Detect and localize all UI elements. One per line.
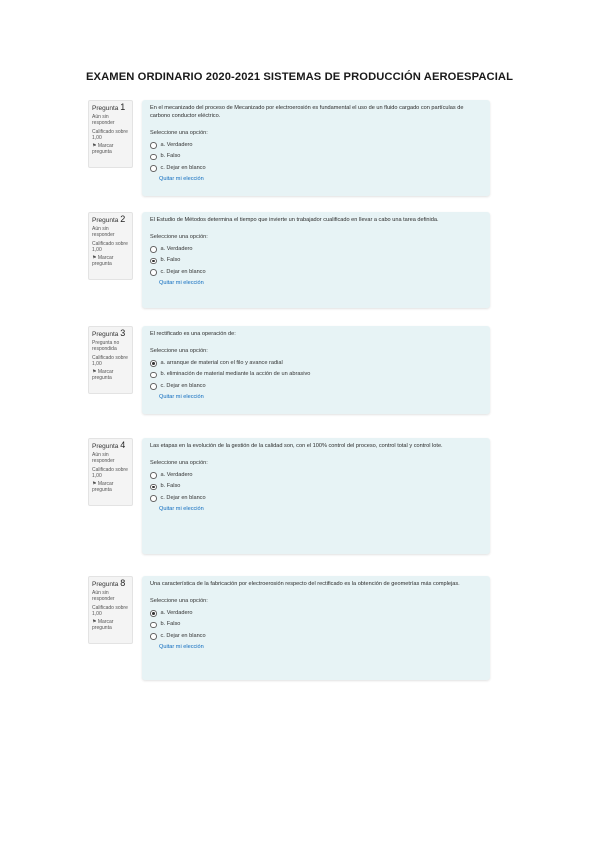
flag-icon: ⚑ xyxy=(92,255,98,262)
option-label: c. Dejar en blanco xyxy=(160,632,206,639)
question-text: En el mecanizado del proceso de Mecanizado por electroerosión es fundamental el uso de un fluido cargado con partículas de carbono conductor eléctrico. xyxy=(150,105,464,119)
answer-option[interactable] xyxy=(150,619,482,631)
question-content xyxy=(142,438,490,554)
option-label: b. eliminación de material mediante la acción de un abrasivo xyxy=(160,371,311,378)
answer-option[interactable] xyxy=(150,381,482,393)
question-text: Una característica de la fabricación por electroerosión respecto del rectificado es la obtención de geometrías más complejas. xyxy=(150,581,460,587)
radio-button[interactable] xyxy=(150,269,157,276)
answer-option[interactable] xyxy=(150,470,482,482)
radio-button[interactable] xyxy=(150,383,157,390)
question-index: 3 xyxy=(120,328,126,338)
option-label: a. Verdadero xyxy=(160,245,193,252)
clear-choice-link[interactable]: Quitar mi elección xyxy=(159,644,204,651)
option-label: a. Verdadero xyxy=(160,471,193,478)
question-number xyxy=(92,330,129,338)
option-label: b. Falso xyxy=(160,483,181,490)
radio-button[interactable] xyxy=(150,472,157,479)
clear-choice-link[interactable]: Quitar mi elección xyxy=(159,280,204,287)
option-label: b. Falso xyxy=(160,257,181,264)
answer-option[interactable] xyxy=(150,631,482,643)
answer-option[interactable] xyxy=(150,255,482,267)
question-grade: Calificado sobre 1,00 xyxy=(92,604,128,617)
option-label: c. Dejar en blanco xyxy=(160,268,206,275)
radio-button[interactable] xyxy=(150,165,157,172)
clear-choice-link[interactable]: Quitar mi elección xyxy=(159,394,204,401)
question-status: Aún sin responder xyxy=(92,226,115,239)
flag-question-link[interactable] xyxy=(92,369,129,381)
question-label: Pregunta xyxy=(92,331,119,338)
radio-button[interactable] xyxy=(150,154,157,161)
document-title: EXAMEN ORDINARIO 2020-2021 SISTEMAS DE PRODUCCIÓN AEROESPACIAL xyxy=(85,71,514,83)
flag-label: Marcar pregunta xyxy=(92,481,114,494)
question-info-panel xyxy=(88,438,133,506)
radio-button[interactable] xyxy=(150,258,157,265)
question-text: El rectificado es una operación de: xyxy=(150,331,236,337)
question-status: Aún sin responder xyxy=(92,114,115,127)
answer-option[interactable] xyxy=(150,608,482,620)
option-label: a. arranque de material con el filo y avance radial xyxy=(160,359,283,366)
question-text: Las etapas en la evolución de la gestión de la calidad son, con el 100% control del proceso, control total y control lote. xyxy=(150,443,443,449)
question-label: Pregunta xyxy=(92,581,119,588)
flag-label: Marcar pregunta xyxy=(92,143,114,156)
radio-button[interactable] xyxy=(150,372,157,379)
option-label: a. Verdadero xyxy=(160,609,193,616)
answer-prompt: Seleccione una opción: xyxy=(150,459,208,466)
answer-option[interactable] xyxy=(150,493,482,505)
radio-button[interactable] xyxy=(150,142,157,149)
flag-icon: ⚑ xyxy=(92,619,98,626)
flag-label: Marcar pregunta xyxy=(92,369,114,382)
answer-option[interactable] xyxy=(150,151,482,163)
question-number xyxy=(92,580,129,588)
flag-question-link[interactable] xyxy=(92,143,129,155)
question-grade: Calificado sobre 1,00 xyxy=(92,240,128,253)
option-label: c. Dejar en blanco xyxy=(160,164,206,171)
radio-button[interactable] xyxy=(150,495,157,502)
flag-icon: ⚑ xyxy=(92,143,98,150)
answer-prompt: Seleccione una opción: xyxy=(150,597,208,604)
radio-button[interactable] xyxy=(150,246,157,253)
clear-choice-link[interactable]: Quitar mi elección xyxy=(159,506,204,513)
radio-button[interactable] xyxy=(150,360,157,367)
question-status: Aún sin responder xyxy=(92,452,115,465)
question-grade: Calificado sobre 1,00 xyxy=(92,466,128,479)
question-grade: Calificado sobre 1,00 xyxy=(92,128,128,141)
flag-icon: ⚑ xyxy=(92,481,98,488)
answer-prompt: Seleccione una opción: xyxy=(150,233,208,240)
flag-label: Marcar pregunta xyxy=(92,255,114,268)
option-label: b. Falso xyxy=(160,153,181,160)
question-status: Pregunta no respondida xyxy=(92,340,120,353)
question-info-panel xyxy=(88,100,133,168)
answer-option[interactable] xyxy=(150,267,482,279)
answer-option[interactable] xyxy=(150,244,482,256)
option-label: a. Verdadero xyxy=(160,141,193,148)
question-index: 1 xyxy=(120,102,126,112)
flag-question-link[interactable] xyxy=(92,255,129,267)
question-content xyxy=(142,576,490,680)
question-text: El Estudio de Métodos determina el tiempo que invierte un trabajador cualificado en llevar a cabo una tarea definida. xyxy=(150,217,439,223)
radio-button[interactable] xyxy=(150,610,157,617)
option-label: c. Dejar en blanco xyxy=(160,382,206,389)
flag-question-link[interactable] xyxy=(92,619,129,631)
answer-option[interactable] xyxy=(150,163,482,175)
answer-option[interactable] xyxy=(150,481,482,493)
question-number xyxy=(92,104,129,112)
question-number xyxy=(92,216,129,224)
flag-question-link[interactable] xyxy=(92,481,129,493)
question-number xyxy=(92,442,129,450)
question-label: Pregunta xyxy=(92,105,119,112)
question-index: 2 xyxy=(120,214,126,224)
question-info-panel xyxy=(88,576,133,644)
radio-button[interactable] xyxy=(150,622,157,629)
question-index: 8 xyxy=(120,578,126,588)
question-content xyxy=(142,326,490,414)
clear-choice-link[interactable]: Quitar mi elección xyxy=(159,176,204,183)
answer-option[interactable] xyxy=(150,140,482,152)
question-content xyxy=(142,100,490,196)
flag-icon: ⚑ xyxy=(92,369,98,376)
radio-button[interactable] xyxy=(150,633,157,640)
question-grade: Calificado sobre 1,00 xyxy=(92,354,128,367)
question-index: 4 xyxy=(120,440,126,450)
question-info-panel xyxy=(88,212,133,280)
answer-option[interactable] xyxy=(150,369,482,381)
question-info-panel xyxy=(88,326,133,394)
answer-prompt: Seleccione una opción: xyxy=(150,347,208,354)
question-status: Aún sin responder xyxy=(92,590,115,603)
option-label: c. Dejar en blanco xyxy=(160,494,206,501)
option-label: b. Falso xyxy=(160,621,181,628)
flag-label: Marcar pregunta xyxy=(92,619,114,632)
answer-prompt: Seleccione una opción: xyxy=(150,129,208,136)
answer-option[interactable] xyxy=(150,358,482,370)
question-label: Pregunta xyxy=(92,443,119,450)
question-content xyxy=(142,212,490,308)
radio-button[interactable] xyxy=(150,484,157,491)
question-label: Pregunta xyxy=(92,217,119,224)
